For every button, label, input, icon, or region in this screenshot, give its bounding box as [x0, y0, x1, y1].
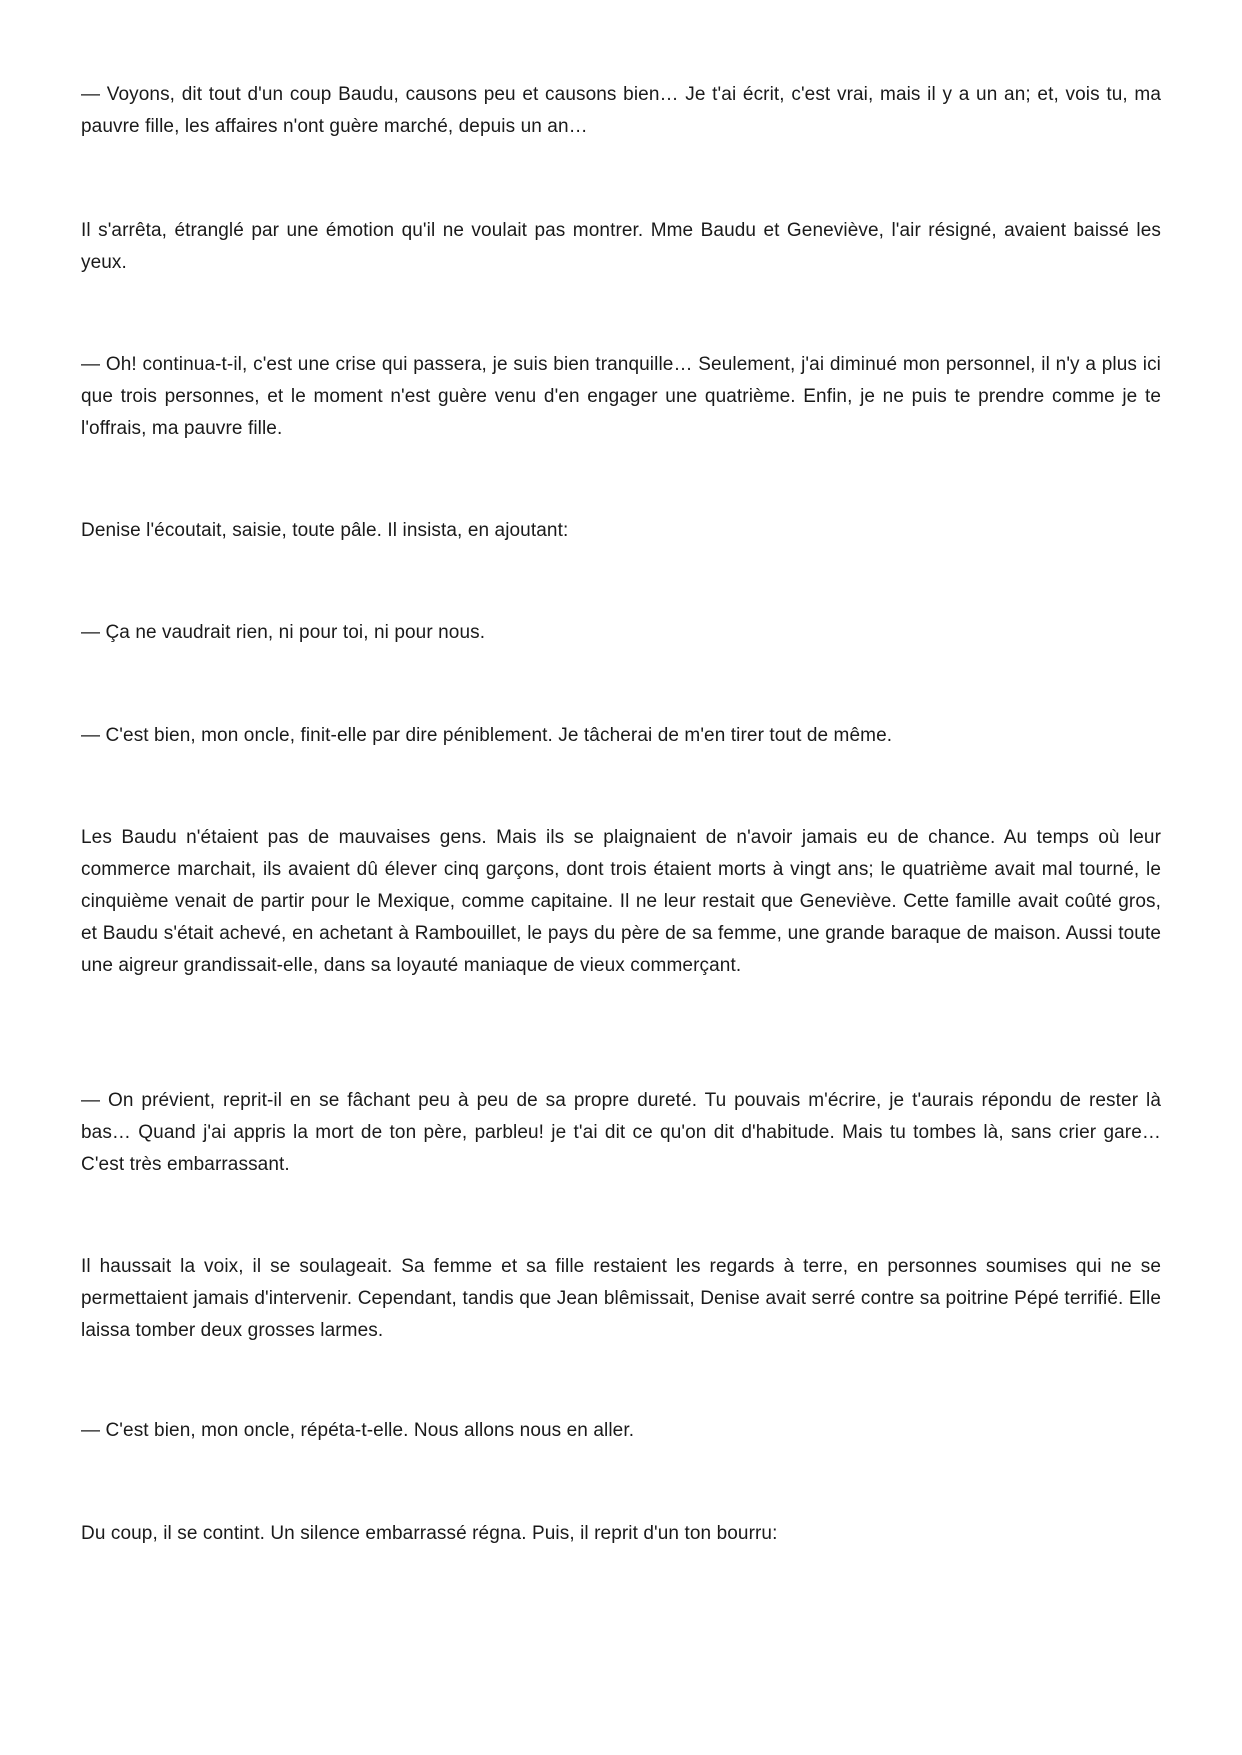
paragraph-3: — Oh! continua-t-il, c'est une crise qui passera, je suis bien tranquille… Seulement, j'ai diminué mon personnel, il n'y a plus ici que trois personnes, et le moment n'est guère venu d'en engager une quatrième. Enfin, je ne puis te prendre comme je te l'offrais, ma pauvre fille.	[81, 354, 1161, 439]
paragraph-7: Les Baudu n'étaient pas de mauvaises gens. Mais ils se plaignaient de n'avoir jamais eu de chance. Au temps où leur commerce marchait, ils avaient dû élever cinq garçons, dont trois étaient morts à vingt ans; le quatrième avait mal tourné, le cinquième venait de partir pour le Mexique, comme capitaine. Il ne leur restait que Geneviève. Cette famille avait coûté gros, et Baudu s'était achevé, en achetant à Rambouillet, le pays du père de sa femme, une grande baraque de maison. Aussi toute une aigreur grandissait-elle, dans sa loyauté maniaque de vieux commerçant.	[81, 827, 1161, 976]
paragraph-11: Du coup, il se contint. Un silence embarrassé régna. Puis, il reprit d'un ton bourru:	[81, 1523, 778, 1544]
paragraph-5: — Ça ne vaudrait rien, ni pour toi, ni pour nous.	[81, 622, 486, 643]
paragraph-6: — C'est bien, mon oncle, finit-elle par dire péniblement. Je tâcherai de m'en tirer tout de même.	[81, 725, 893, 746]
paragraph-9: Il haussait la voix, il se soulageait. Sa femme et sa fille restaient les regards à terre, en personnes soumises qui ne se permettaient jamais d'intervenir. Cependant, tandis que Jean blêmissait, Denise avait serré contre sa poitrine Pépé terrifié. Elle laissa tomber deux grosses larmes.	[81, 1256, 1161, 1341]
paragraph-4: Denise l'écoutait, saisie, toute pâle. Il insista, en ajoutant:	[81, 520, 569, 541]
paragraph-8: — On prévient, reprit-il en se fâchant peu à peu de sa propre dureté. Tu pouvais m'écrire, je t'aurais répondu de rester là bas… Quand j'ai appris la mort de ton père, parbleu! je t'ai dit ce qu'on dit d'habitude. Mais tu tombes là, sans crier gare… C'est très embarrassant.	[81, 1090, 1161, 1175]
document-page	[81, 0, 1161, 1755]
paragraph-2: Il s'arrêta, étranglé par une émotion qu'il ne voulait pas montrer. Mme Baudu et Geneviève, l'air résigné, avaient baissé les yeux.	[81, 220, 1161, 273]
paragraph-10: — C'est bien, mon oncle, répéta-t-elle. Nous allons nous en aller.	[81, 1420, 635, 1441]
paragraph-1: — Voyons, dit tout d'un coup Baudu, causons peu et causons bien… Je t'ai écrit, c'est vrai, mais il y a un an; et, vois tu, ma pauvre fille, les affaires n'ont guère marché, depuis un an…	[81, 84, 1161, 137]
